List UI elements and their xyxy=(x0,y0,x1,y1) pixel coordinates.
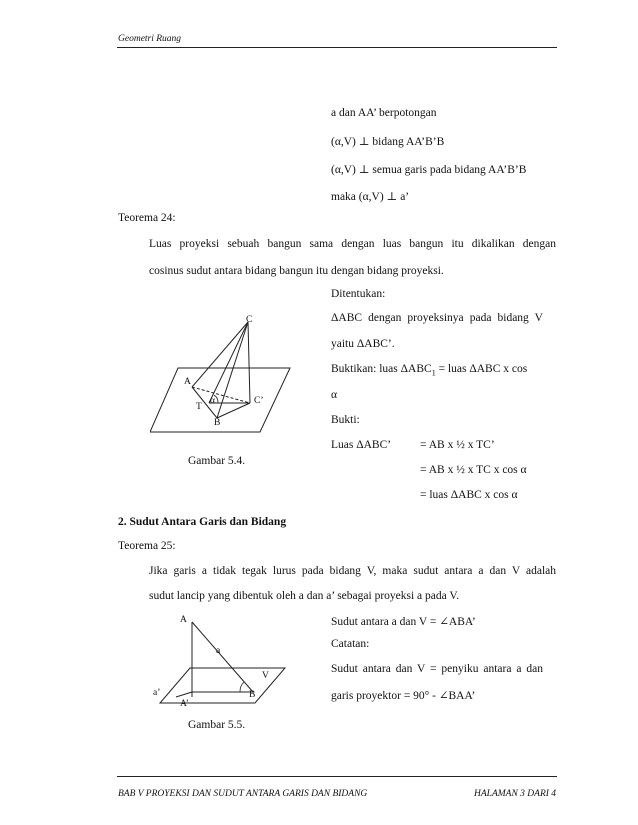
figure-5-4 xyxy=(150,310,295,435)
catatan-label: Catatan: xyxy=(331,638,370,650)
edge-cc-prime xyxy=(248,322,250,403)
label-c: C xyxy=(246,315,253,325)
header-rule xyxy=(117,47,557,48)
top-line-4: maka (α,V) ⊥ a’ xyxy=(331,191,410,203)
catatan-line-2: garis proyektor = 90° - ∠BAA’ xyxy=(331,690,476,702)
edge-ca xyxy=(192,322,248,387)
equation-3: = luas ΔABC x cos α xyxy=(420,489,518,501)
running-header: Geometri Ruang xyxy=(118,34,182,44)
edge-bc-prime xyxy=(217,403,250,418)
top-line-2: (α,V) ⊥ bidang AA’B’B xyxy=(331,136,445,148)
teorema-25-para-line-2: sudut lancip yang dibentuk oleh a dan a’ sebagai proyeksi a pada V. xyxy=(149,590,460,602)
label-a-prime-line: a’ xyxy=(153,688,161,698)
edge-ac-prime xyxy=(192,387,250,403)
figure-5-5 xyxy=(150,610,300,710)
angle-arc xyxy=(240,682,244,692)
ditentukan-label: Ditentukan: xyxy=(331,288,386,300)
section-2-heading: 2. Sudut Antara Garis dan Bidang xyxy=(118,516,287,528)
footer-rule xyxy=(117,776,557,777)
label-v: V xyxy=(262,671,269,681)
ditentukan-line-2: yaitu ΔABC’. xyxy=(331,338,395,350)
line-a xyxy=(192,622,253,692)
label-a-point: A xyxy=(180,615,187,625)
teorema-25-para-line-1: Jika garis a tidak tegak lurus pada bidang V, maka sudut antara a dan V adalah xyxy=(149,565,556,577)
luas-label: Luas ΔABC’ xyxy=(331,439,392,451)
equation-2: = AB x ½ x TC x cos α xyxy=(420,464,527,476)
ditentukan-line-1: ΔABC dengan proyeksinya pada bidang V xyxy=(331,312,543,324)
teorema-24-heading: Teorema 24: xyxy=(118,212,176,224)
buktikan-line xyxy=(331,363,527,377)
label-alpha: α xyxy=(210,396,215,406)
top-line-3: (α,V) ⊥ semua garis pada bidang AA’B’B xyxy=(331,164,527,176)
teorema-25-heading: Teorema 25: xyxy=(118,540,176,552)
figure-5-5-caption: Gambar 5.5. xyxy=(188,719,246,731)
label-b: B xyxy=(214,418,221,428)
sudut-line: Sudut antara a dan V = ∠ABA’ xyxy=(331,616,476,628)
equation-1: = AB x ½ x TC’ xyxy=(420,439,495,451)
edge-cb xyxy=(217,322,248,418)
teorema-24-para-line-2: cosinus sudut antara bidang bangun itu dengan bidang proyeksi. xyxy=(149,265,444,277)
label-a: A xyxy=(184,377,191,387)
label-c-prime: C’ xyxy=(254,396,264,406)
bukti-label: Bukti: xyxy=(331,414,360,426)
line-a-prime-extension xyxy=(176,692,192,697)
catatan-line-1: Sudut antara dan V = penyiku antara a dan xyxy=(331,663,543,675)
label-t: T xyxy=(196,402,202,412)
buktikan-alpha: α xyxy=(331,389,338,401)
teorema-24-para-line-1: Luas proyeksi sebuah bangun sama dengan luas bangun itu dikalikan dengan xyxy=(149,238,556,250)
edge-ct xyxy=(209,322,248,403)
buktikan-text: Buktikan: luas ΔABC xyxy=(331,363,432,375)
footer-chapter: BAB V PROYEKSI DAN SUDUT ANTARA GARIS DAN BIDANG xyxy=(118,789,368,799)
top-line-1: a dan AA’ berpotongan xyxy=(331,107,437,119)
buktikan-subscript: 1 xyxy=(431,368,436,378)
buktikan-text-end: = luas ΔABC x cos xyxy=(435,363,528,375)
label-line-a: a xyxy=(216,646,221,656)
footer-page-number: HALAMAN 3 DARI 4 xyxy=(474,789,557,799)
label-a-prime-point: A’ xyxy=(180,699,189,709)
figure-5-4-caption: Gambar 5.4. xyxy=(188,455,246,467)
label-b-point: B xyxy=(249,690,256,700)
